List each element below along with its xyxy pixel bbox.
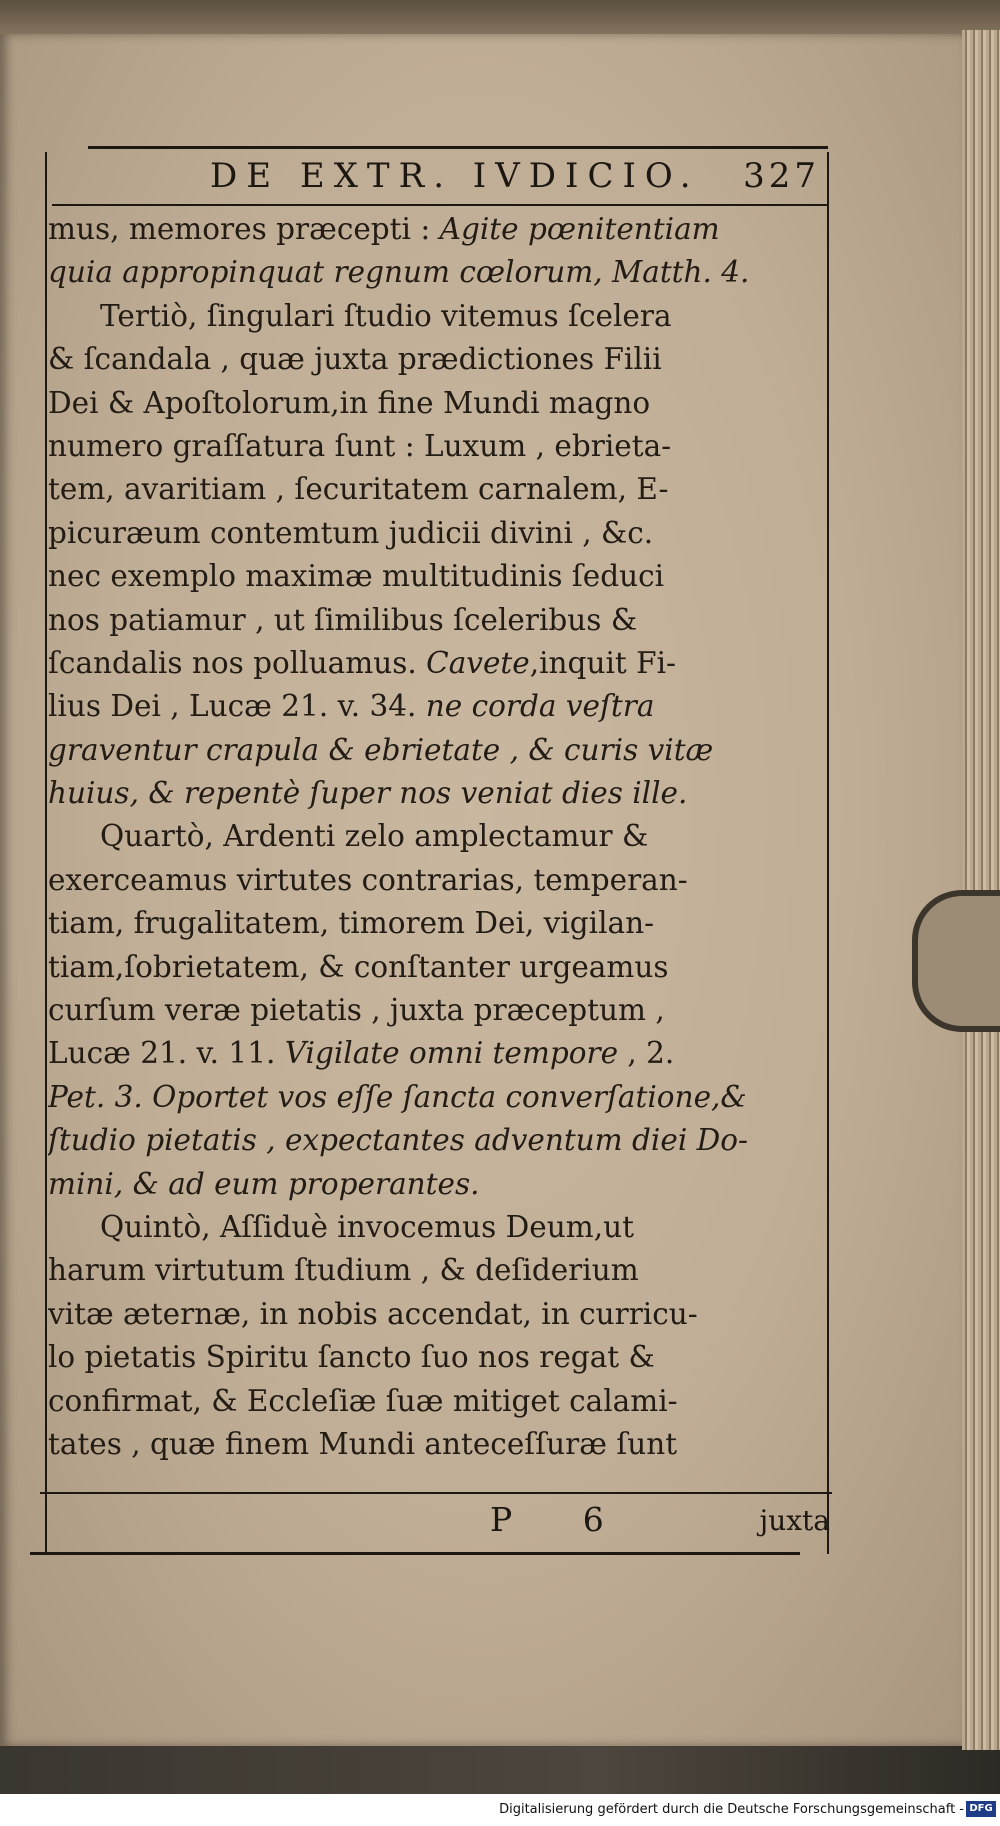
text-segment: mus, memores præcepti :: [48, 212, 440, 246]
text-segment: curſum veræ pietatis , juxta præceptum ,: [48, 993, 665, 1028]
text-segment: nec exemplo maximæ multitudinis ſeduci: [48, 559, 665, 594]
text-segment: ſcandalis nos polluamus.: [48, 645, 427, 680]
text-line: [48, 902, 822, 945]
text-line: [48, 555, 822, 598]
text-segment: Tertiò, ſingulari ſtudio vitemus ſcelera: [100, 298, 672, 333]
text-line: [48, 1119, 822, 1162]
credit-text: Digitalisierung gefördert durch die Deutsche Forschungsgemeinschaft -: [499, 1802, 964, 1817]
footer-rule: [30, 1552, 800, 1555]
running-title: DE EXTR. IVDICIO.: [210, 156, 700, 196]
body-text: [48, 208, 822, 1466]
text-segment: tiam,ſobrietatem, & conſtanter urgeamus: [48, 949, 669, 984]
text-segment: & ſcandala , quæ juxta prædictiones Filii: [48, 342, 662, 377]
text-line: [48, 1163, 822, 1206]
page-number: 327: [743, 156, 820, 196]
italic-text-segment: mini, & ad eum properantes.: [48, 1166, 480, 1201]
text-line: [48, 599, 822, 642]
book-clasp: [912, 890, 1000, 1032]
running-header: [210, 156, 820, 200]
text-line: [48, 1336, 822, 1379]
text-line: [48, 1423, 822, 1466]
text-line: [48, 1032, 822, 1075]
text-line: [48, 1380, 822, 1423]
text-segment: tiam, frugalitatem, timorem Dei, vigilan-: [48, 906, 655, 941]
text-line: [48, 468, 822, 511]
text-segment: Quartò, Ardenti zelo amplectamur &: [100, 819, 649, 854]
text-segment: exerceamus virtutes contrarias, temperan-: [48, 862, 688, 897]
frame-rule-bottom: [40, 1492, 832, 1494]
text-segment: vitæ æternæ, in nobis accendat, in curricu-: [48, 1296, 698, 1331]
text-line: [48, 989, 822, 1032]
dfg-logo-icon: DFG: [966, 1801, 996, 1817]
italic-text-segment: Pet. 3. Oportet vos eſſe ſancta converſatione,&: [48, 1079, 747, 1114]
header-rule: [52, 204, 827, 206]
text-line: [48, 512, 822, 555]
italic-text-segment: quia appropinquat regnum cœlorum, Matth. 4.: [48, 255, 750, 290]
text-segment: lius Dei , Lucæ 21. v. 34.: [48, 689, 426, 724]
frame-rule-top: [88, 146, 828, 149]
italic-text-segment: Vigilate omni tempore: [284, 1036, 619, 1071]
text-segment: lo pietatis Spiritu ſancto ſuo nos regat &: [48, 1340, 655, 1375]
italic-text-segment: Agite pœnitentiam: [439, 212, 720, 246]
text-segment: , 2.: [618, 1036, 675, 1071]
text-line: [48, 338, 822, 381]
text-line: [48, 1293, 822, 1336]
text-line: [48, 1249, 822, 1292]
text-line: [48, 729, 822, 772]
italic-text-segment: graventur crapula & ebrietate , & curis vitæ: [48, 732, 714, 767]
text-segment: tem, avaritiam , ſecuritatem carnalem, E-: [48, 472, 669, 507]
text-line: [48, 382, 822, 425]
signature-mark: P 6: [490, 1500, 634, 1539]
text-segment: tates , quæ finem Mundi anteceſſuræ ſunt: [48, 1426, 678, 1461]
text-segment: Dei & Apoſtolorum,in fine Mundi magno: [48, 385, 651, 420]
text-line: [48, 251, 822, 294]
text-line: [48, 1076, 822, 1119]
text-line: [48, 642, 822, 685]
text-line: [48, 1206, 822, 1249]
text-line: [48, 859, 822, 902]
text-line: [48, 946, 822, 989]
text-line: [48, 208, 822, 251]
catchword: juxta: [759, 1504, 830, 1537]
text-line: [48, 772, 822, 815]
text-line: [48, 425, 822, 468]
text-line: [48, 815, 822, 858]
text-segment: Lucæ 21. v. 11.: [48, 1036, 285, 1071]
text-segment: Quintò, Aſſiduè invocemus Deum,ut: [100, 1209, 634, 1244]
text-segment: confirmat, & Eccleſiæ ſuæ mitiget calami-: [48, 1383, 678, 1418]
text-segment: picuræum contemtum judicii divini , &c.: [48, 515, 654, 550]
text-line: [48, 685, 822, 728]
text-segment: ,inquit Fi-: [529, 645, 676, 680]
credit-bar: [0, 1794, 1000, 1826]
text-segment: numero graſſatura ſunt : Luxum , ebrieta-: [48, 428, 672, 463]
italic-text-segment: ne corda veſtra: [425, 689, 655, 724]
italic-text-segment: ſtudio pietatis , expectantes adventum diei Do-: [48, 1123, 749, 1158]
italic-text-segment: Cavete: [426, 645, 530, 680]
italic-text-segment: huius, & repentè ſuper nos veniat dies ille.: [48, 776, 688, 811]
text-segment: nos patiamur , ut ſimilibus ſceleribus &: [48, 602, 638, 637]
text-line: [48, 295, 822, 338]
page-footer: [40, 1500, 830, 1548]
text-segment: harum virtutum ſtudium , & deſiderium: [48, 1253, 639, 1288]
